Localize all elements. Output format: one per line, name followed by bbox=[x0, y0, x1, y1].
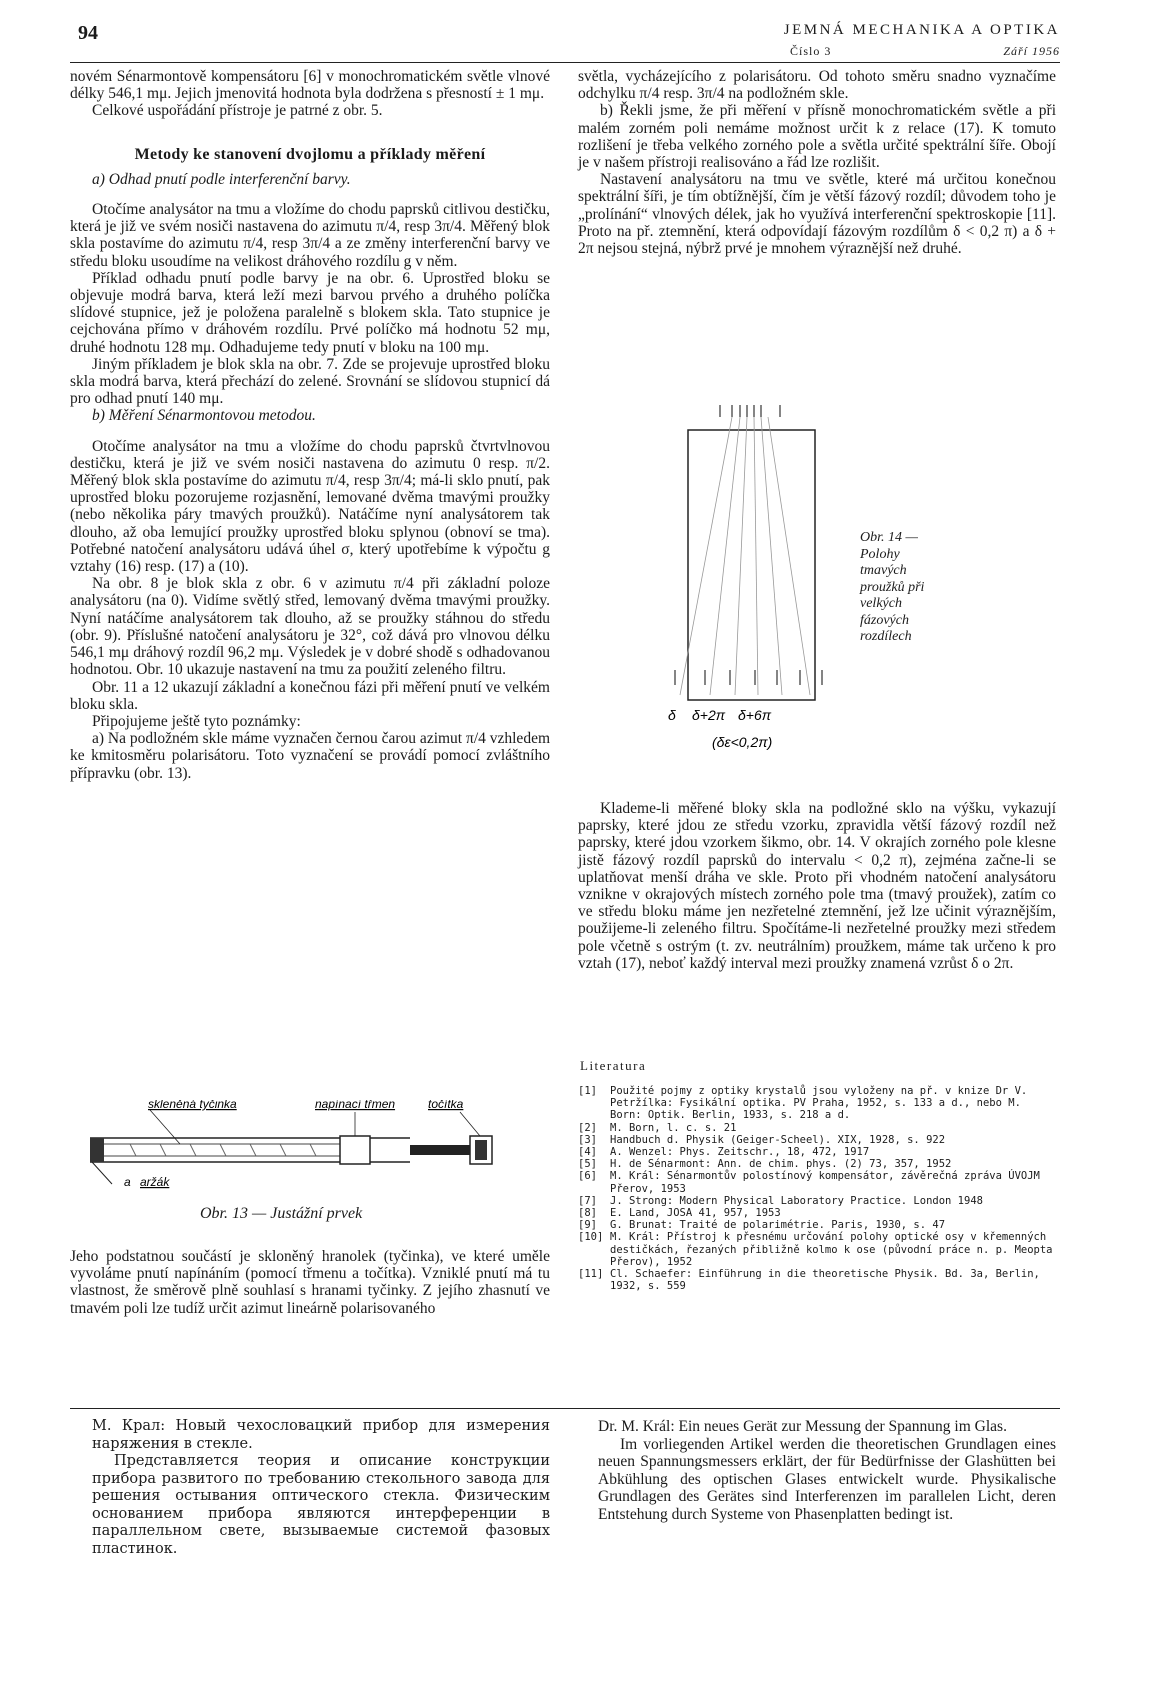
label-stop: aržák bbox=[140, 1175, 170, 1189]
figure-13-diagram bbox=[90, 1100, 530, 1190]
reference-item: [8] E. Land, JOSA 41, 957, 1953 bbox=[578, 1207, 781, 1220]
paragraph: Otočíme analysátor na tmu a vložíme do chodu paprsků čtvrtvlnovou destičku, která je již ve svém nosiči nastavena do azimutu 0 resp. π/2. Měřený blok skla postavíme do azimutu π/4, resp 3π/4; má-li sklo pnutí, pak uprostřed bloku pozorujeme rozjasnění, lemované dvěma tmavými proužky (nebo několika páry tmavých proužků). Natáčíme nyní analysátorem tak dlouho, až oba lemující proužky uprostřed bloku splynou (obnoví se tma). Potřebné natočení analysátoru udává úhel σ, který upotřebíme k výpočtu g vztahy (16) resp. (17) a (10). bbox=[70, 437, 550, 576]
label-clamp: napínací třmen bbox=[315, 1100, 396, 1111]
journal-title: JEMNÁ MECHANIKA A OPTIKA bbox=[783, 22, 1060, 38]
paragraph: Klademe-li měřené bloky skla na podložné sklo na výšku, vykazují paprsky, které jdou ze středu vzorku, zpravidla větší fázový rozdíl než paprsky, které jdou vzorkem šikmo, obr. 14. V okrajích zorného pole klesne jistě fázový rozdíl paprsků do intervalu < 0,2 π), zejména začne-li se uplatňovat menší dráha ve skle. Proto při vhodném natočení analysátoru vznikne v okrajových místech zorného pole tma (tmavý proužek), zatím co ve středu bloku máme jen nezřetelné ztemnění, jež lze učinit výraznějším, použijeme-li zeleného filtru. Spočítáme-li nezřetelné proužky mezi středem pole včetně s ostrým (t. zv. neutrálním) proužkem, máme tak určeno k pro vztah (17), neboť každý interval mezi proužky znamená vzrůst δ o 2π. bbox=[578, 800, 1056, 972]
caption-line: fázových bbox=[860, 612, 909, 628]
paragraph: Na obr. 8 je blok skla z obr. 6 v azimutu π/4 při základní poloze analysátoru (na 0). Vidíme světlý střed, lemovaný dvěma tmavými proužky. Nyní natáčíme analysátorem tak dlouho, až se proužky stáhnou do středu (obr. 9). Příslušné natočení analysátoru je 32°, což dává pro vlnovou délku 546,1 mμ dráhový rozdíl 96,2 mμ. Výsledek je v dobré shodě s odhadovanou hodnotou. Obr. 10 ukazuje nastavení na tmu za použití zeleného filtru. bbox=[70, 575, 550, 679]
caption-line: rozdílech bbox=[860, 629, 912, 644]
subsection-heading: a) Odhad pnutí podle interferenční barvy. bbox=[92, 170, 351, 188]
paragraph: Jeho podstatnou součástí je skloněný hranolek (tyčinka), ve které uměle vyvoláme pnutí napínáním (pomocí třmenu a točítka). Vzniklé pnutí má tu vlastnost, že směrově plně souhlasí s hranami tyčinky. Z jejího zhasnutí ve tmavém poli lze tudíž určit azimut lineárně polarisovaného bbox=[70, 1248, 550, 1317]
paragraph: Jiným příkladem je blok skla na obr. 7. Zde se projevuje uprostřed bloku skla modrá barva, která přechází do zelené. Srovnání se slídovou stupnicí dá pro odhad pnutí 140 mμ. bbox=[70, 355, 550, 408]
abstract-title: Dr. M. Král: Ein neues Gerät zur Messung der Spannung im Glas. bbox=[598, 1418, 1007, 1435]
label-delta: δ bbox=[668, 707, 676, 723]
paragraph: světla, vycházejícího z polarisátoru. Od tohoto směru snadno vyznačíme odchylku π/4 resp. 3π/4 na podložném skle. bbox=[578, 68, 1056, 103]
reference-item: [5] H. de Sénarmont: Ann. de chim. phys. (2) 73, 357, 1952 bbox=[578, 1158, 952, 1171]
subsection-heading: b) Měření Sénarmontovou metodou. bbox=[92, 407, 316, 425]
reference-item: [7] J. Strong: Modern Physical Laboratory Practice. London 1948 bbox=[578, 1194, 983, 1207]
caption-line: proužků při bbox=[860, 579, 925, 595]
right-column-bottom bbox=[578, 800, 1056, 972]
reference-item: [3] Handbuch d. Physik (Geiger-Scheel). XIX, 1928, s. 922 bbox=[578, 1133, 946, 1146]
reference-item: [1] Použité pojmy z optiky krystalů jsou vyloženy na př. v knize Dr V. Petržílka: Fysikální optika. PV Praha, 1952, s. 133 a d., nebo M. Born: Optik. Berlin, 1933, s. 218 a d. bbox=[578, 1085, 1028, 1122]
label-rod: skleněná tyčinka bbox=[148, 1100, 237, 1111]
paragraph: Otočíme analysátor na tmu a vložíme do chodu paprsků citlivou destičku, která je již ve svém nosiči nastavena do azimutu π/4, resp 3π/4. Měřený blok skla postavíme do azimutu π/4, resp 3π/4 a ze změny interferenční barvy ve středu bloku usoudíme na velikost dráhového rozdílu g v něm. bbox=[70, 201, 550, 270]
reference-item: [4] A. Wenzel: Phys. Zeitschr., 18, 472, 1917 bbox=[578, 1146, 870, 1159]
label-delta-2pi: δ+2π bbox=[692, 707, 726, 723]
literature-heading: Literatura bbox=[580, 1058, 647, 1073]
figure-14-diagram bbox=[660, 395, 850, 765]
right-column bbox=[578, 68, 1056, 257]
paragraph: b) Řekli jsme, že při měření v přísně monochromatickém světle a při malém zorném poli nemáme možnost určit k z relace (17). K tomuto rozlišení je třeba velkého zorného pole a světla určité spektrální šíře. Obojí je v našem přístroji realisováno a řád lze rozlišit. bbox=[578, 102, 1056, 172]
label-knob: točítka bbox=[428, 1100, 464, 1111]
paragraph: Celkové uspořádání přístroje je patrné z obr. 5. bbox=[92, 102, 383, 120]
paragraph: a) Na podložném skle máme vyznačen černou čarou azimut π/4 vzhledem ke kmitosměru polarisátoru. Toto vyznačení se provádí pomocí zvláštního přípravku (obr. 13). bbox=[70, 730, 550, 782]
paragraph: Příklad odhadu pnutí podle barvy je na obr. 6. Uprostřed bloku se objevuje modrá barva, která leží mezi barvou prvého a druhého políčka slídové stupnice, jež je položena paralelně s blokem skla. Tato stupnice je cejchována přímo v dráhovém rozdílu. Prvé políčko má hodnotu 52 mμ, druhé hodnotu 128 mμ. Odhadujeme tedy pnutí v bloku na 100 mμ. bbox=[70, 269, 550, 356]
section-heading: Metody ke stanovení dvojlomu a příklady měření bbox=[134, 145, 486, 163]
header-rule bbox=[70, 62, 1060, 63]
reference-list bbox=[578, 1085, 1056, 1292]
label-a: a bbox=[124, 1175, 131, 1189]
figure-14-caption bbox=[860, 530, 924, 646]
figure-13-caption: Obr. 13 — Justážní prvek bbox=[200, 1205, 363, 1222]
caption-line: tmavých bbox=[860, 563, 907, 578]
abstract-body: Im vorliegenden Artikel werden die theoretischen Grundlagen eines neuen Spannungsmessers erklärt, der für Bedürfnisse der Glashütten bei Abkühlung des optischen Glases entwickelt wurde. Physikalische Grundlagen des Gerätes sind Interferenzen im parallelen Licht, deren Entstehung durch Systeme von Phasenplatten bedingt ist. bbox=[598, 1435, 1056, 1523]
paragraph: Nastavení analysátoru na tmu ve světle, které má určitou konečnou spektrální šíři, je tím obtížnější, čím je větší fázový rozdíl; důvodem toho je „prolínání“ vlnových délek, jak ho využívá interferenční spektroskopie [11]. Proto na př. ztemnění, která odpovídají fázovým rozdílům δ < 0,2 π) a δ + 2π nejsou stejná, nýbrž prvé je mnohem výraznější než druhé. bbox=[578, 171, 1056, 258]
abstract-body: Представляется теория и описание конструкции прибора развитого по требованию стекольного завода для решения остывания оптического стекла. Физическим основанием прибора являются интерференции в параллельном свете, вызываемые системой фазовых пластинок. bbox=[92, 1453, 550, 1557]
abstract-rule bbox=[70, 1408, 1060, 1409]
abstract-title: М. Крал: Новый чехословацкий прибор для измерения наряжения в стекле. bbox=[92, 1418, 550, 1452]
label-delta-small: (δε<0,2π) bbox=[712, 734, 773, 750]
issue-date: Září 1956 bbox=[1003, 44, 1060, 58]
abstract-german bbox=[598, 1418, 1056, 1523]
reference-item: [2] M. Born, l. c. s. 21 bbox=[578, 1121, 737, 1134]
paragraph: Obr. 11 a 12 ukazují základní a konečnou fázi při měření pnutí ve velkém bloku skla. bbox=[70, 678, 550, 713]
left-column bbox=[70, 68, 550, 782]
label-delta-6pi: δ+6π bbox=[738, 707, 772, 723]
reference-item: [11] Cl. Schaefer: Einführung in die theoretische Physik. Bd. 3a, Berlin, 1932, s. 559 bbox=[578, 1268, 1040, 1293]
page-number: 94 bbox=[78, 22, 98, 44]
caption-line: Polohy bbox=[860, 546, 900, 562]
reference-item: [9] G. Brunat: Traité de polarimétrie. Paris, 1930, s. 47 bbox=[578, 1219, 946, 1232]
paragraph: Připojujeme ještě tyto poznámky: bbox=[92, 712, 301, 730]
caption-line: velkých bbox=[860, 596, 902, 611]
left-column-bottom bbox=[70, 1248, 550, 1317]
reference-item: [6] M. Král: Sénarmontův polostínový kompensátor, závěrečná zpráva ÚVOJM Přerov, 1953 bbox=[578, 1170, 1040, 1195]
caption-line: Obr. 14 — bbox=[860, 530, 918, 545]
paragraph: novém Sénarmontově kompensátoru [6] v monochromatickém světle vlnové délky 546,1 mμ. Jejich jmenovitá hodnota byla dodržena s přesností ± 1 mμ. bbox=[70, 68, 550, 103]
reference-item: [10] M. Král: Přístroj k přesnému určování polohy optické osy v křemenných destičkách, řezaných přibližně kolmo k ose (původní práce n. p. Meopta Přerov), 1952 bbox=[578, 1231, 1053, 1268]
issue-number: Číslo 3 bbox=[790, 44, 832, 58]
abstract-russian bbox=[92, 1418, 550, 1558]
